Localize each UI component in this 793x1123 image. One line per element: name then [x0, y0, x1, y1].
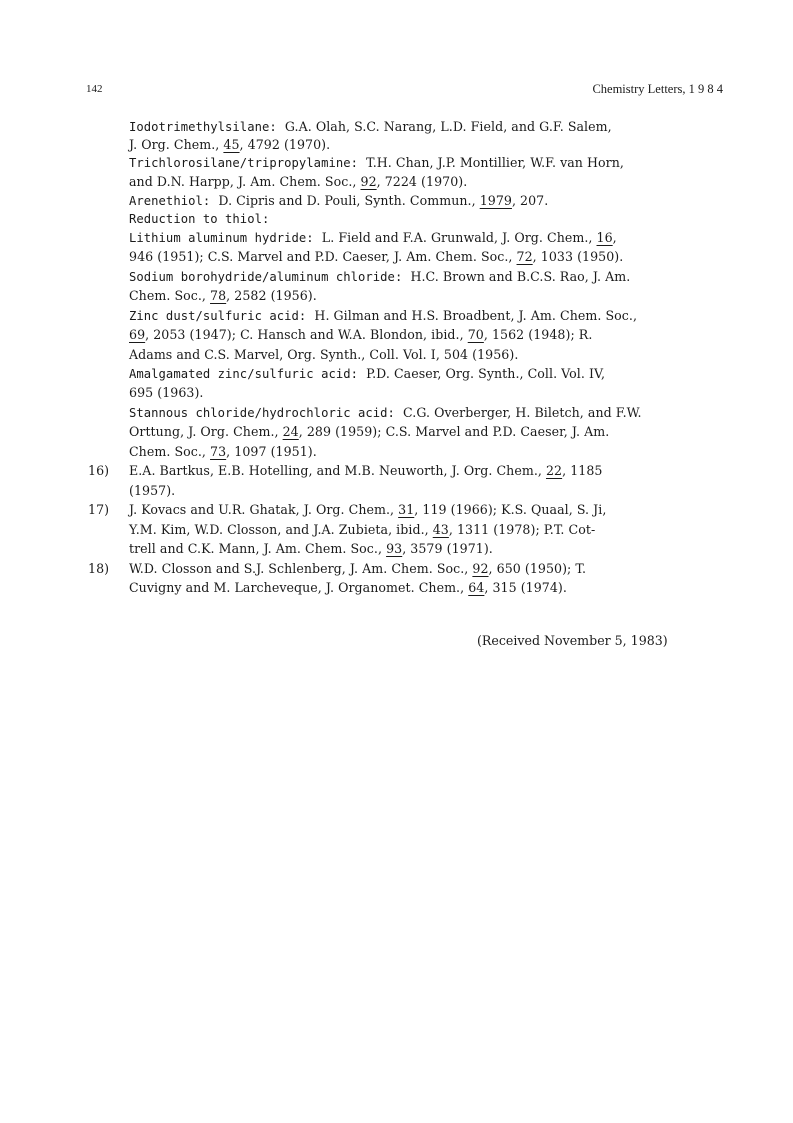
- volume-number: 16: [596, 230, 613, 245]
- reference-line: [129, 327, 592, 343]
- section-label-text: Reduction to thiol:: [129, 212, 270, 226]
- citation-text: , 2582 (1956).: [226, 288, 317, 303]
- reagent-label: Stannous chloride/hydrochloric acid:: [129, 406, 395, 420]
- reference-line: [129, 463, 602, 479]
- reference-line: [129, 366, 605, 382]
- reference-number: 18): [88, 561, 110, 576]
- reagent-label: Arenethiol:: [129, 194, 211, 208]
- reference-line: [129, 174, 467, 190]
- reference-line: [129, 230, 617, 246]
- reference-line: [129, 193, 548, 209]
- citation-text: Chem. Soc.,: [129, 444, 211, 459]
- citation-text: , 1185: [562, 463, 603, 478]
- reference-line: [129, 405, 642, 421]
- volume-number: 43: [432, 522, 449, 537]
- reference-line: [129, 580, 567, 596]
- citation-text: Adams and C.S. Marvel, Org. Synth., Coll. Vol. I, 504 (1956).: [129, 347, 519, 362]
- reference-line: [129, 249, 623, 265]
- volume-number: 92: [360, 174, 377, 189]
- citation-text: P.D. Caeser, Org. Synth., Coll. Vol. IV,: [358, 366, 606, 381]
- reference-line: [129, 561, 586, 577]
- citation-text: Y.M. Kim, W.D. Closson, and J.A. Zubieta, ibid.,: [129, 522, 433, 537]
- citation-text: H. Gilman and H.S. Broadbent, J. Am. Chem. Soc.,: [306, 308, 637, 323]
- volume-number: 31: [398, 502, 415, 517]
- volume-number: 72: [516, 249, 533, 264]
- citation-text: E.A. Bartkus, E.B. Hotelling, and M.B. Neuworth, J. Org. Chem.,: [129, 463, 546, 478]
- reference-line: [129, 502, 606, 518]
- citation-text: , 1311 (1978); P.T. Cot-: [448, 522, 596, 537]
- citation-text: , 7224 (1970).: [376, 174, 468, 189]
- volume-number: 1979: [479, 193, 512, 208]
- citation-text: 946 (1951); C.S. Marvel and P.D. Caeser, J. Am. Chem. Soc.,: [129, 249, 517, 264]
- citation-text: C.G. Overberger, H. Biletch, and F.W.: [394, 405, 642, 420]
- running-head: Chemistry Letters, 1 9 8 4: [592, 82, 723, 96]
- reference-line: [129, 541, 493, 557]
- section-label: [129, 211, 269, 227]
- volume-number: 73: [210, 444, 227, 459]
- citation-text: L. Field and F.A. Grunwald, J. Org. Chem.,: [313, 230, 597, 245]
- reference-line: [129, 522, 595, 538]
- reference-number: 17): [88, 502, 110, 517]
- citation-text: Cuvigny and M. Larcheveque, J. Organomet. Chem.,: [129, 580, 469, 595]
- citation-text: Chem. Soc.,: [129, 288, 211, 303]
- volume-number: 24: [282, 424, 299, 439]
- reagent-label: Zinc dust/sulfuric acid:: [129, 309, 307, 323]
- citation-text: 695 (1963).: [129, 385, 204, 400]
- citation-text: trell and C.K. Mann, J. Am. Chem. Soc.,: [129, 541, 387, 556]
- volume-number: 69: [129, 327, 146, 342]
- reference-line: [129, 424, 609, 440]
- volume-number: 22: [545, 463, 563, 478]
- citation-text: , 315 (1974).: [484, 580, 567, 595]
- volume-number: 93: [386, 541, 403, 556]
- volume-number: 64: [468, 580, 485, 595]
- citation-text: and D.N. Harpp, J. Am. Chem. Soc.,: [129, 174, 361, 189]
- citation-text: , 650 (1950); T.: [488, 561, 587, 576]
- reference-line: [129, 385, 203, 401]
- citation-text: (1957).: [129, 483, 176, 498]
- reference-line: [129, 155, 624, 171]
- citation-text: W.D. Closson and S.J. Schlenberg, J. Am. Chem. Soc.,: [129, 561, 473, 576]
- citation-text: , 2053 (1947); C. Hansch and W.A. Blondon, ibid.,: [145, 327, 468, 342]
- citation-text: , 4792 (1970).: [239, 137, 331, 152]
- citation-text: , 1033 (1950).: [532, 249, 624, 264]
- citation-text: , 1562 (1948); R.: [483, 327, 593, 342]
- reference-number: 16): [88, 463, 110, 478]
- volume-number: 78: [210, 288, 227, 303]
- reference-line: [129, 444, 317, 460]
- volume-number: 70: [467, 327, 484, 342]
- citation-text: H.C. Brown and B.C.S. Rao, J. Am.: [402, 269, 631, 284]
- reference-line: [129, 269, 630, 285]
- reference-line: [129, 308, 637, 324]
- citation-text: , 207.: [511, 193, 549, 208]
- reference-line: [129, 288, 317, 304]
- reagent-label: Iodotrimethylsilane:: [129, 120, 277, 134]
- reference-line: [129, 137, 330, 153]
- citation-text: D. Cipris and D. Pouli, Synth. Commun.,: [210, 193, 480, 208]
- reagent-label: Sodium borohydride/aluminum chloride:: [129, 270, 403, 284]
- citation-text: G.A. Olah, S.C. Narang, L.D. Field, and G.F. Salem,: [276, 119, 612, 134]
- volume-number: 92: [472, 561, 489, 576]
- citation-text: , 119 (1966); K.S. Quaal, S. Ji,: [414, 502, 607, 517]
- reference-line: [129, 483, 175, 499]
- reagent-label: Amalgamated zinc/sulfuric acid:: [129, 367, 359, 381]
- page-number: 142: [86, 83, 103, 95]
- citation-text: J. Org. Chem.,: [129, 137, 224, 152]
- reference-line: [129, 347, 518, 363]
- reagent-label: Lithium aluminum hydride:: [129, 231, 314, 245]
- citation-text: , 289 (1959); C.S. Marvel and P.D. Caeser, J. Am.: [298, 424, 610, 439]
- received-date: (Received November 5, 1983): [477, 633, 668, 648]
- citation-text: Orttung, J. Org. Chem.,: [129, 424, 283, 439]
- citation-text: , 1097 (1951).: [226, 444, 317, 459]
- citation-text: , 3579 (1971).: [402, 541, 493, 556]
- citation-text: J. Kovacs and U.R. Ghatak, J. Org. Chem.,: [129, 502, 399, 517]
- reference-line: [129, 119, 612, 135]
- citation-text: ,: [612, 230, 617, 245]
- citation-text: T.H. Chan, J.P. Montillier, W.F. van Horn,: [358, 155, 624, 170]
- reagent-label: Trichlorosilane/tripropylamine:: [129, 156, 359, 170]
- volume-number: 45: [223, 137, 240, 152]
